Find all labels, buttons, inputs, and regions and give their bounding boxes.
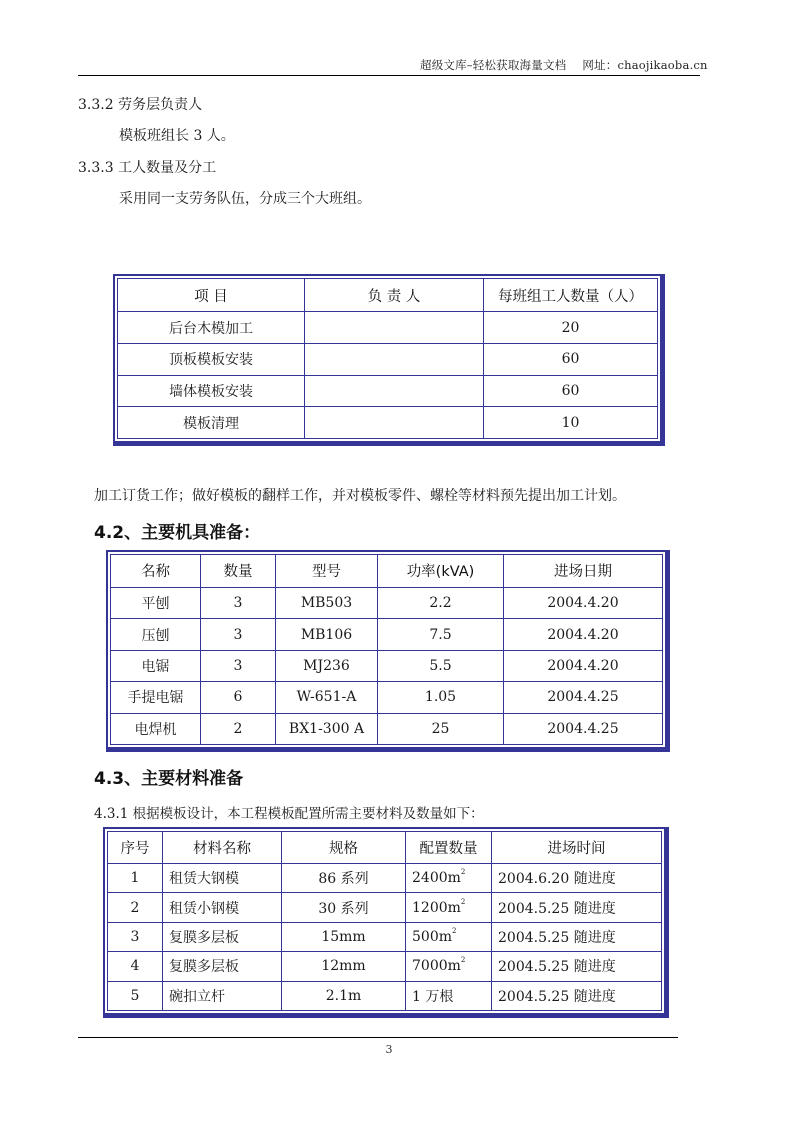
table-header-row	[111, 555, 663, 588]
cell-qty	[406, 864, 492, 893]
table-row	[108, 922, 662, 951]
cell-qty	[406, 952, 492, 981]
cell-power: 2.2	[378, 587, 504, 618]
table-row	[118, 407, 658, 439]
footer-divider	[78, 1037, 678, 1038]
section-3-3-2-body: 模板班组长 3 人。	[119, 128, 235, 144]
cell-time: 2004.5.25 随进度	[492, 922, 662, 951]
header-url: 网址：chaojikaoba.cn	[582, 58, 708, 72]
qty-superscript: 2	[460, 897, 466, 906]
col-header-leader: 负 责 人	[305, 279, 484, 312]
section-4-3-heading: 4.3、主要材料准备	[94, 769, 244, 789]
cell-qty: 3	[201, 587, 276, 618]
page-header	[420, 57, 708, 73]
cell-name: 平刨	[111, 587, 201, 618]
equipment-table	[106, 550, 670, 752]
cell-time: 2004.5.25 随进度	[492, 952, 662, 981]
cell-material-name: 复膜多层板	[163, 922, 282, 951]
cell-material-name: 复膜多层板	[163, 952, 282, 981]
table-row	[108, 893, 662, 922]
cell-count: 20	[484, 312, 658, 344]
header-site-name: 超级文库–轻松获取海量文档	[420, 58, 567, 72]
cell-date: 2004.4.20	[504, 650, 663, 681]
qty-superscript: 2	[452, 926, 457, 935]
materials-table	[103, 827, 669, 1018]
cell-spec: 12mm	[282, 952, 406, 981]
cell-qty	[406, 922, 492, 951]
header-divider	[78, 75, 700, 76]
cell-time: 2004.6.20 随进度	[492, 864, 662, 893]
col-header-material-name: 材料名称	[163, 832, 282, 864]
table-row	[111, 587, 663, 618]
qty-superscript: 2	[460, 868, 466, 877]
cell-date: 2004.4.25	[504, 682, 663, 713]
cell-item: 墙体模板安装	[118, 375, 305, 407]
cell-spec: 30 系列	[282, 893, 406, 922]
cell-model: MB106	[276, 619, 378, 650]
cell-name: 电焊机	[111, 713, 201, 744]
cell-leader	[305, 343, 484, 375]
cell-time: 2004.5.25 随进度	[492, 893, 662, 922]
cell-qty	[406, 893, 492, 922]
cell-qty: 3	[201, 650, 276, 681]
cell-spec: 86 系列	[282, 864, 406, 893]
cell-no: 2	[108, 893, 163, 922]
cell-spec: 15mm	[282, 922, 406, 951]
cell-leader	[305, 407, 484, 439]
cell-leader	[305, 312, 484, 344]
table-row	[108, 952, 662, 981]
cell-name: 手提电锯	[111, 682, 201, 713]
cell-material-name: 碗扣立杆	[163, 981, 282, 1010]
qty-value: 1 万根	[412, 988, 454, 1005]
page-number: 3	[385, 1043, 393, 1056]
cell-qty: 2	[201, 713, 276, 744]
qty-value: 7000m	[412, 958, 461, 975]
table-row	[118, 375, 658, 407]
table-row	[108, 864, 662, 893]
col-header-model: 型号	[276, 555, 378, 588]
table-row	[111, 619, 663, 650]
cell-no: 3	[108, 922, 163, 951]
qty-value: 1200m	[412, 899, 461, 916]
section-4-2-heading: 4.2、主要机具准备：	[94, 523, 261, 543]
cell-model: W-651-A	[276, 682, 378, 713]
col-header-qty: 数量	[201, 555, 276, 588]
col-header-item: 项 目	[118, 279, 305, 312]
cell-qty	[406, 981, 492, 1010]
table-row	[108, 981, 662, 1010]
col-header-qty: 配置数量	[406, 832, 492, 864]
table-row	[118, 343, 658, 375]
cell-power: 1.05	[378, 682, 504, 713]
col-header-no: 序号	[108, 832, 163, 864]
cell-material-name: 租赁小钢模	[163, 893, 282, 922]
cell-item: 顶板模板安装	[118, 343, 305, 375]
cell-count: 60	[484, 343, 658, 375]
table-row	[111, 682, 663, 713]
cell-time: 2004.5.25 随进度	[492, 981, 662, 1010]
cell-no: 4	[108, 952, 163, 981]
cell-item: 后台木模加工	[118, 312, 305, 344]
cell-power: 7.5	[378, 619, 504, 650]
table-row	[118, 312, 658, 344]
cell-qty: 3	[201, 619, 276, 650]
labor-table	[113, 274, 665, 446]
qty-value: 500m	[412, 928, 452, 945]
cell-material-name: 租赁大钢模	[163, 864, 282, 893]
cell-date: 2004.4.20	[504, 587, 663, 618]
section-3-3-2-title: 3.3.2 劳务层负责人	[78, 97, 203, 113]
cell-power: 5.5	[378, 650, 504, 681]
cell-no: 1	[108, 864, 163, 893]
section-4-3-1-body: 4.3.1 根据模板设计，本工程模板配置所需主要材料及数量如下：	[94, 806, 484, 822]
section-3-3-3-title: 3.3.3 工人数量及分工	[78, 160, 217, 176]
col-header-date: 进场日期	[504, 555, 663, 588]
cell-leader	[305, 375, 484, 407]
cell-model: BX1-300 A	[276, 713, 378, 744]
cell-name: 压刨	[111, 619, 201, 650]
cell-name: 电锯	[111, 650, 201, 681]
cell-date: 2004.4.25	[504, 713, 663, 744]
col-header-time: 进场时间	[492, 832, 662, 864]
cell-model: MJ236	[276, 650, 378, 681]
cell-date: 2004.4.20	[504, 619, 663, 650]
cell-qty: 6	[201, 682, 276, 713]
qty-value: 2400m	[412, 870, 461, 887]
cell-model: MB503	[276, 587, 378, 618]
table-header-row	[108, 832, 662, 864]
cell-no: 5	[108, 981, 163, 1010]
cell-count: 60	[484, 375, 658, 407]
table-header-row	[118, 279, 658, 312]
processing-note: 加工订货工作；做好模板的翻样工作，并对模板零件、螺栓等材料预先提出加工计划。	[94, 488, 626, 504]
cell-count: 10	[484, 407, 658, 439]
col-header-power: 功率(kVA)	[378, 555, 504, 588]
cell-item: 模板清理	[118, 407, 305, 439]
col-header-name: 名称	[111, 555, 201, 588]
col-header-count: 每班组工人数量（人）	[484, 279, 658, 312]
col-header-spec: 规格	[282, 832, 406, 864]
cell-power: 25	[378, 713, 504, 744]
table-row	[111, 713, 663, 744]
section-3-3-3-body: 采用同一支劳务队伍，分成三个大班组。	[119, 191, 371, 207]
cell-spec: 2.1m	[282, 981, 406, 1010]
table-row	[111, 650, 663, 681]
qty-superscript: 2	[460, 956, 466, 965]
